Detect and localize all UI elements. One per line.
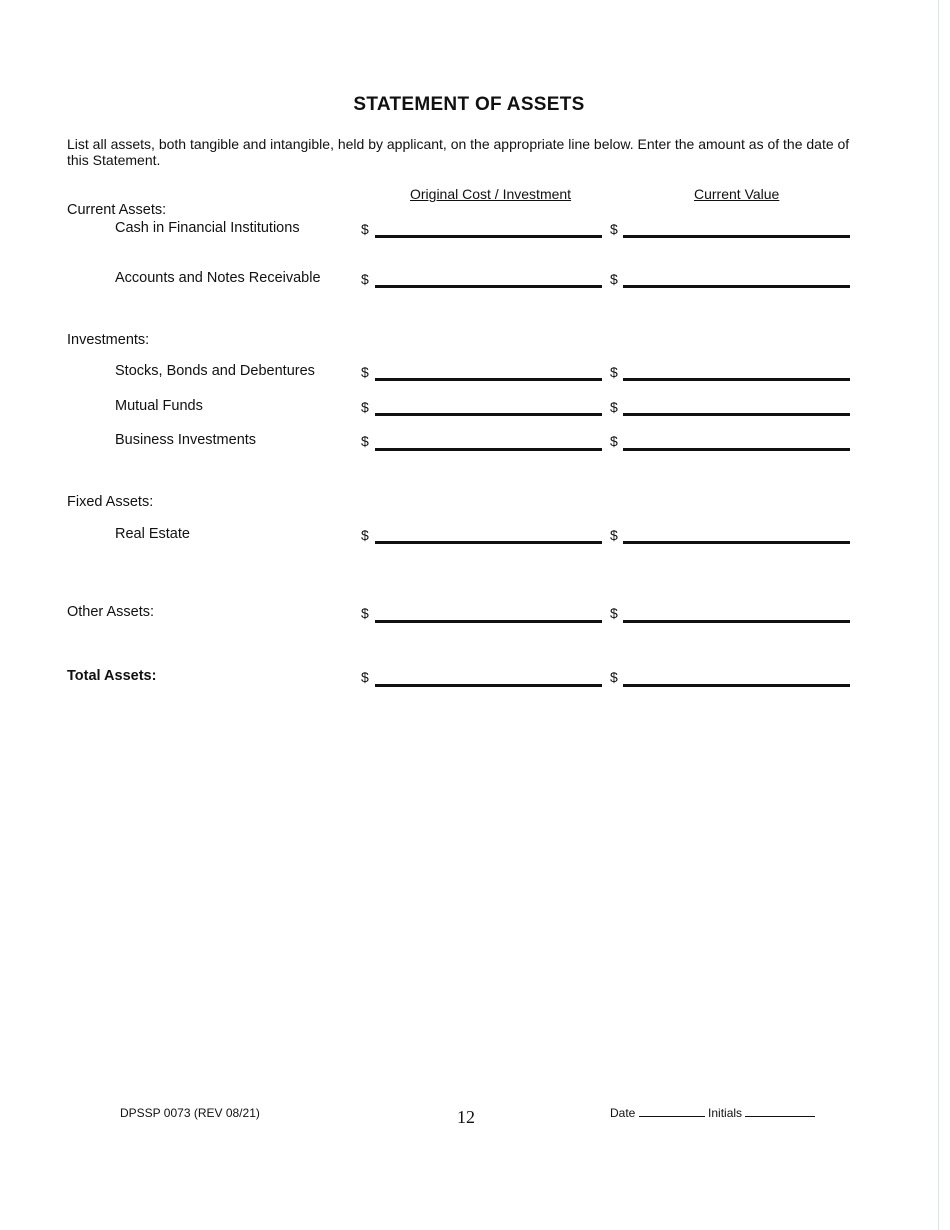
real-estate-original-cost-field[interactable]: [375, 541, 602, 544]
other-original-cost-field[interactable]: [375, 620, 602, 623]
real-estate-current-value-field[interactable]: [623, 541, 850, 544]
business-current-value-field[interactable]: [623, 448, 850, 451]
mutual-funds-current-value-field[interactable]: [623, 413, 850, 416]
signoff-block: [610, 1106, 815, 1120]
section-fixed-assets: Fixed Assets:: [67, 494, 154, 510]
stocks-current-value-field[interactable]: [623, 378, 850, 381]
currency-symbol: $: [610, 271, 618, 287]
instructions: List all assets, both tangible and intangible, held by applicant, on the appropriate line below. Enter the amount as of the date of this Statement.: [67, 136, 850, 168]
row-label-mutual-funds: Mutual Funds: [115, 398, 203, 414]
receivable-original-cost-field[interactable]: [375, 285, 602, 288]
mutual-funds-original-cost-field[interactable]: [375, 413, 602, 416]
currency-symbol: $: [361, 433, 369, 449]
page-edge: [938, 0, 939, 1230]
cash-original-cost-field[interactable]: [375, 235, 602, 238]
other-current-value-field[interactable]: [623, 620, 850, 623]
page-number: 12: [457, 1107, 475, 1127]
currency-symbol: $: [610, 669, 618, 685]
column-header-original-cost: Original Cost / Investment: [410, 186, 572, 202]
initials-field[interactable]: [745, 1116, 815, 1117]
section-investments: Investments:: [67, 332, 150, 348]
date-label: Date: [610, 1106, 636, 1120]
receivable-current-value-field[interactable]: [623, 285, 850, 288]
total-original-cost-field[interactable]: [375, 684, 602, 687]
page-title: STATEMENT OF ASSETS: [353, 94, 585, 115]
currency-symbol: $: [361, 669, 369, 685]
row-label-business-investments: Business Investments: [115, 432, 257, 448]
row-label-stocks: Stocks, Bonds and Debentures: [115, 363, 315, 379]
cash-current-value-field[interactable]: [623, 235, 850, 238]
form-id: DPSSP 0073 (REV 08/21): [120, 1106, 260, 1120]
section-current-assets: Current Assets:: [67, 202, 167, 218]
column-header-current-value: Current Value: [694, 186, 780, 202]
row-label-real-estate: Real Estate: [115, 526, 190, 542]
total-current-value-field[interactable]: [623, 684, 850, 687]
row-label-cash: Cash in Financial Institutions: [115, 220, 300, 236]
section-other-assets: Other Assets:: [67, 604, 155, 620]
stocks-original-cost-field[interactable]: [375, 378, 602, 381]
row-label-receivable: Accounts and Notes Receivable: [115, 270, 321, 286]
currency-symbol: $: [610, 221, 618, 237]
currency-symbol: $: [610, 527, 618, 543]
currency-symbol: $: [361, 364, 369, 380]
initials-label: Initials: [708, 1106, 743, 1120]
currency-symbol: $: [361, 605, 369, 621]
currency-symbol: $: [610, 433, 618, 449]
currency-symbol: $: [610, 605, 618, 621]
section-total-assets: Total Assets:: [67, 668, 157, 684]
currency-symbol: $: [361, 527, 369, 543]
currency-symbol: $: [610, 364, 618, 380]
date-field[interactable]: [639, 1116, 705, 1117]
currency-symbol: $: [361, 221, 369, 237]
business-original-cost-field[interactable]: [375, 448, 602, 451]
currency-symbol: $: [610, 399, 618, 415]
currency-symbol: $: [361, 399, 369, 415]
currency-symbol: $: [361, 271, 369, 287]
